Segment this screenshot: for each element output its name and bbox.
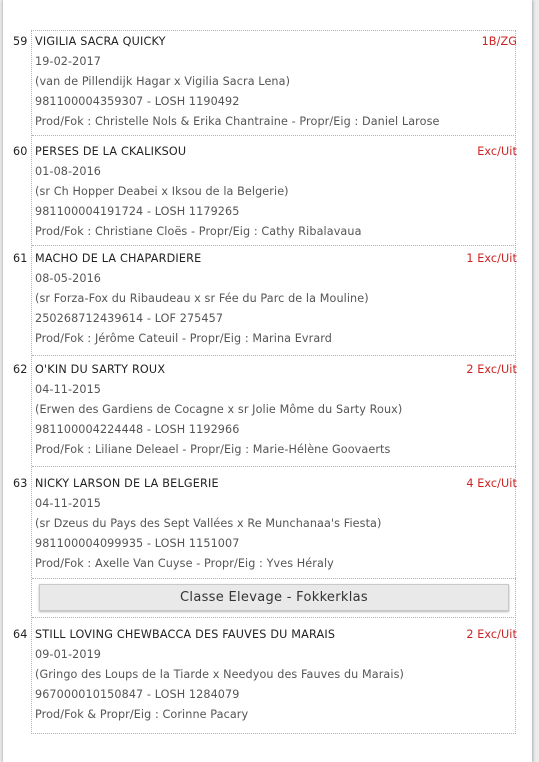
entry-number: 64: [13, 628, 28, 641]
birth-date: 19-02-2017: [35, 55, 102, 69]
dog-name: MACHO DE LA CHAPARDIERE: [35, 252, 202, 265]
dog-name: NICKY LARSON DE LA BELGERIE: [35, 477, 219, 490]
result-label: 2 Exc/Uit: [466, 628, 517, 641]
identification: 981100004099935 - LOSH 1151007: [35, 537, 240, 551]
parents: (sr Dzeus du Pays des Sept Vallées x Re Munchanaa's Fiesta): [35, 517, 382, 531]
dog-name: VIGILIA SACRA QUICKY: [35, 35, 166, 48]
result-label: 2 Exc/Uit: [466, 363, 517, 376]
identification: 981100004191724 - LOSH 1179265: [35, 205, 240, 219]
catalog-entry-64: [13, 625, 517, 725]
catalog-entry-63: [13, 474, 517, 574]
parents: (Erwen des Gardiens de Cocagne x sr Jolie Môme du Sarty Roux): [35, 403, 403, 417]
dog-name: O'KIN DU SARTY ROUX: [35, 363, 166, 376]
entry-divider: [32, 135, 516, 136]
parents: (sr Forza-Fox du Ribaudeau x sr Fée du Parc de la Mouline): [35, 292, 369, 306]
identification: 981100004359307 - LOSH 1190492: [35, 95, 240, 109]
parents: (Gringo des Loups de la Tiarde x Needyou des Fauves du Marais): [35, 668, 404, 682]
dog-name: STILL LOVING CHEWBACCA DES FAUVES DU MARAIS: [35, 628, 336, 641]
entry-divider: [32, 466, 516, 467]
birth-date: 04-11-2015: [35, 383, 102, 397]
entry-header: [13, 142, 517, 162]
result-label: 4 Exc/Uit: [466, 477, 517, 490]
class-heading: Classe Elevage - Fokkerklas: [39, 584, 509, 611]
entry-header: [13, 249, 517, 269]
dog-name: PERSES DE LA CKALIKSOU: [35, 145, 187, 158]
entry-number: 61: [13, 252, 28, 265]
birth-date: 08-05-2016: [35, 272, 102, 286]
entry-number: 60: [13, 145, 28, 158]
breeder-owner: Prod/Fok : Christiane Cloës - Propr/Eig : Cathy Ribalavaua: [35, 225, 362, 239]
breeder-owner: Prod/Fok : Liliane Deleael - Propr/Eig : Marie-Hélène Goovaerts: [35, 443, 391, 457]
birth-date: 09-01-2019: [35, 648, 102, 662]
entry-divider: [32, 245, 516, 246]
breeder-owner: Prod/Fok : Axelle Van Cuyse - Propr/Eig : Yves Héraly: [35, 557, 334, 571]
catalog-entry-60: [13, 142, 517, 242]
entry-divider: [32, 578, 516, 579]
document-page: [3, 0, 532, 762]
entry-header: [13, 474, 517, 494]
parents: (van de Pillendijk Hagar x Vigilia Sacra Lena): [35, 75, 291, 89]
breeder-owner: Prod/Fok : Jérôme Cateuil - Propr/Eig : Marina Evrard: [35, 332, 333, 346]
parents: (sr Ch Hopper Deabei x Iksou de la Belgerie): [35, 185, 289, 199]
entry-number: 63: [13, 477, 28, 490]
identification: 981100004224448 - LOSH 1192966: [35, 423, 240, 437]
result-label: 1B/ZG: [481, 35, 517, 48]
identification: 250268712439614 - LOF 275457: [35, 312, 224, 326]
birth-date: 01-08-2016: [35, 165, 102, 179]
breeder-owner: Prod/Fok : Christelle Nols & Erika Chantraine - Propr/Eig : Daniel Larose: [35, 115, 440, 129]
result-label: 1 Exc/Uit: [466, 252, 517, 265]
birth-date: 04-11-2015: [35, 497, 102, 511]
entry-header: [13, 625, 517, 645]
entry-number: 59: [13, 35, 28, 48]
entry-divider: [32, 617, 516, 618]
result-label: Exc/Uit: [477, 145, 517, 158]
identification: 967000010150847 - LOSH 1284079: [35, 688, 240, 702]
entry-header: [13, 360, 517, 380]
entry-number: 62: [13, 363, 28, 376]
entry-divider: [32, 355, 516, 356]
catalog-entry-62: [13, 360, 517, 460]
catalog-entry-59: [13, 32, 517, 132]
catalog-entry-61: [13, 249, 517, 349]
breeder-owner: Prod/Fok & Propr/Eig : Corinne Pacary: [35, 708, 249, 722]
entry-header: [13, 32, 517, 52]
